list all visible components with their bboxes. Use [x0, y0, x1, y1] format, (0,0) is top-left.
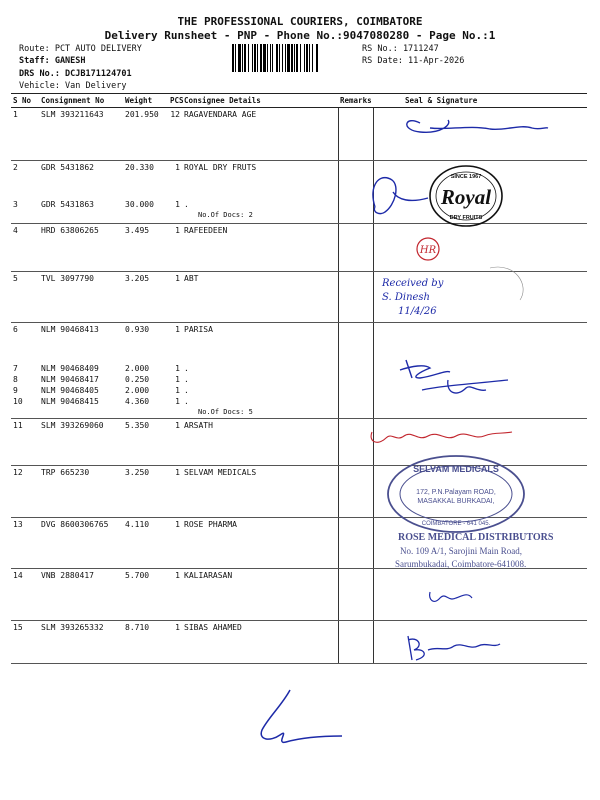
received-line-3: 11/4/26 [398, 306, 437, 317]
row-remarks [338, 323, 373, 362]
vehicle-label: Vehicle: Van Delivery [19, 81, 127, 91]
row-pcs: 1 [168, 621, 182, 664]
row-remarks [338, 272, 373, 323]
row-remarks [338, 362, 373, 373]
table-row [11, 384, 587, 395]
runsheet-table [11, 93, 587, 664]
col-consignment: Consignment No [39, 94, 123, 108]
hr-mark-text: HR [419, 245, 437, 256]
row-remarks [338, 419, 373, 466]
col-sno: S No [11, 94, 39, 108]
row-consignee: SELVAM MEDICALS [182, 466, 338, 518]
row-consignment: NLM 90468417 [41, 374, 99, 384]
runsheet-subtitle: Delivery Runsheet - PNP - Phone No.:9047080280 - Page No.:1 [104, 29, 496, 42]
received-line-2: S. Dinesh [382, 292, 430, 303]
row-remarks [338, 384, 373, 395]
royal-seal-main: Royal [440, 185, 492, 209]
row-seal [373, 362, 587, 373]
row-seal [373, 621, 587, 664]
row-weight: 2.000 [125, 363, 150, 373]
row-consignee: ABT [182, 272, 338, 323]
row-remarks [338, 621, 373, 664]
row-weight: 2.000 [125, 385, 150, 395]
row-seal [373, 161, 587, 198]
col-consignee: Consignee Details [182, 94, 338, 108]
col-remarks: Remarks [338, 94, 373, 108]
row-consignment: GDR 5431863 [39, 198, 123, 224]
royal-seal-bottom: DRY FRUITS [449, 215, 483, 221]
row-consignee: . [184, 199, 189, 209]
row-seal [373, 569, 587, 621]
row-pcs: 1 [168, 272, 182, 323]
table-row [11, 362, 587, 373]
row-weight: 5.700 [123, 569, 168, 621]
row-consignee: ROSE PHARMA [182, 518, 338, 569]
row-consignee: ARSATH [182, 419, 338, 466]
row-pcs: 1 [175, 374, 180, 384]
row-weight: 20.330 [125, 163, 154, 172]
row-remarks [338, 395, 373, 419]
row-consignee: RAFEEDEEN [182, 224, 338, 272]
company-title: THE PROFESSIONAL COURIERS, COIMBATORE [177, 15, 423, 28]
row-consignment: DVG 8600306765 [39, 518, 123, 569]
row-remarks [338, 373, 373, 384]
row-consignment: NLM 90468405 [41, 385, 99, 395]
row-consignment: NLM 90468415 [39, 395, 123, 419]
row-weight: 3.495 [123, 224, 168, 272]
rs-number: RS No.: 1711247 [362, 44, 439, 54]
row-pcs: 12 [168, 108, 182, 161]
row-consignment: SLM 393269060 [39, 419, 123, 466]
row-pcs: 1 [175, 325, 180, 334]
row-remarks [338, 224, 373, 272]
table-row [11, 419, 587, 466]
row-consignee: KALIARASAN [182, 569, 338, 621]
table-row [11, 569, 587, 621]
table-header [11, 94, 587, 108]
row-sno: 1 [11, 108, 39, 161]
row-weight: 201.950 [123, 108, 168, 161]
row-consignment: NLM 90468409 [41, 363, 99, 373]
table-row [11, 161, 587, 198]
table-row [11, 466, 587, 518]
row-sno: 4 [11, 224, 39, 272]
row-pcs: 1 [175, 163, 180, 172]
table-row [11, 518, 587, 569]
rose-stamp-line-1: ROSE MEDICAL DISTRIBUTORS [398, 532, 554, 543]
table-row [11, 395, 587, 419]
row-consignee: . [184, 396, 189, 406]
selvam-stamp-line-2: MASAKKAL BURKADAI, [417, 498, 495, 505]
row-pcs: 1 [175, 385, 180, 395]
rs-date: RS Date: 11-Apr-2026 [362, 56, 465, 66]
row-consignment: SLM 393211643 [39, 108, 123, 161]
row-remarks [338, 518, 373, 569]
row-pcs: 1 [168, 198, 182, 224]
row-sno: 7 [13, 363, 18, 373]
row-pcs: 1 [168, 518, 182, 569]
row-seal [373, 395, 587, 419]
route-label: Route: PCT AUTO DELIVERY [19, 44, 142, 54]
row-remarks [338, 466, 373, 518]
table-row [11, 373, 587, 384]
royal-seal-top: SINCE 1967 [450, 174, 482, 180]
row-seal [373, 518, 587, 569]
row-remarks [338, 198, 373, 224]
row-seal [373, 466, 587, 518]
row-sno: 9 [13, 385, 18, 395]
col-seal: Seal & Signature [373, 94, 587, 108]
row-seal [373, 272, 587, 323]
row-seal [373, 323, 587, 362]
selvam-stamp-line-1: 172, P.N.Palayam ROAD, [416, 489, 496, 496]
row-consignee: SIBAS AHAMED [182, 621, 338, 664]
row-weight: 30.000 [123, 198, 168, 224]
row-consignment: NLM 90468413 [41, 325, 99, 334]
row-sno: 2 [13, 163, 18, 172]
row-sno: 5 [11, 272, 39, 323]
table-row [11, 224, 587, 272]
row-pcs: 1 [168, 466, 182, 518]
row-sno: 13 [11, 518, 39, 569]
row-consignment: VNB 2880417 [39, 569, 123, 621]
table-row [11, 198, 587, 224]
row-pcs: 1 [168, 224, 182, 272]
col-pcs: PCS [168, 94, 182, 108]
row-consignee: ROYAL DRY FRUTS [182, 161, 338, 198]
row-consignee: . [182, 384, 338, 395]
row-consignment: SLM 393265332 [39, 621, 123, 664]
row-sno: 14 [11, 569, 39, 621]
table-row [11, 323, 587, 362]
staff-label: Staff: GANESH [19, 56, 86, 66]
row-weight: 4.360 [123, 395, 168, 419]
row-consignment: HRD 63806265 [39, 224, 123, 272]
row-seal [373, 224, 587, 272]
table-row [11, 621, 587, 664]
row-seal [373, 419, 587, 466]
rose-stamp-line-3: Sarumbukadai, Coimbatore-641008. [395, 559, 527, 569]
row-seal [373, 108, 587, 161]
signature-bottom [261, 690, 342, 742]
col-weight: Weight [123, 94, 168, 108]
row-pcs: 1 [175, 363, 180, 373]
row-consignment: GDR 5431862 [41, 163, 94, 172]
row-consignee: RAGAVENDARA AGE [182, 108, 338, 161]
row-sno: 3 [11, 198, 39, 224]
row-seal [373, 373, 587, 384]
row-sno: 8 [13, 374, 18, 384]
rose-stamp-line-2: No. 109 A/1, Sarojini Main Road, [400, 546, 522, 556]
row-seal [373, 198, 587, 224]
selvam-stamp-top: SELVAM MEDICALS [413, 464, 499, 474]
row-sno: 15 [11, 621, 39, 664]
row-weight: 0.930 [125, 325, 150, 334]
row-seal [373, 384, 587, 395]
table-row [11, 272, 587, 323]
row-remarks [338, 161, 373, 198]
row-sno: 6 [13, 325, 18, 334]
row-consignee: . [182, 373, 338, 384]
row-weight: 0.250 [125, 374, 150, 384]
table-row [11, 108, 587, 161]
row-weight: 8.710 [123, 621, 168, 664]
row-consignment: TRP 665230 [39, 466, 123, 518]
row-weight: 3.250 [123, 466, 168, 518]
row-pcs: 1 [168, 395, 182, 419]
row-weight: 5.350 [123, 419, 168, 466]
row-consignee: . [182, 362, 338, 373]
row-sno: 10 [11, 395, 39, 419]
row-sno: 12 [11, 466, 39, 518]
barcode [232, 44, 356, 72]
selvam-stamp-bottom: COIMBATORE - 641 045. [421, 521, 491, 527]
row-weight: 4.110 [123, 518, 168, 569]
row-remarks [338, 108, 373, 161]
row-pcs: 1 [168, 569, 182, 621]
docs-count: No.Of Docs: 2 [198, 210, 253, 219]
row-sno: 11 [11, 419, 39, 466]
received-line-1: Received by [382, 278, 444, 289]
row-consignment: TVL 3097790 [39, 272, 123, 323]
row-remarks [338, 569, 373, 621]
row-weight: 3.205 [123, 272, 168, 323]
docs-count: No.Of Docs: 5 [198, 407, 253, 416]
drs-label: DRS No.: DCJB171124701 [19, 69, 132, 79]
row-consignee: PARISA [182, 323, 338, 362]
row-pcs: 1 [168, 419, 182, 466]
